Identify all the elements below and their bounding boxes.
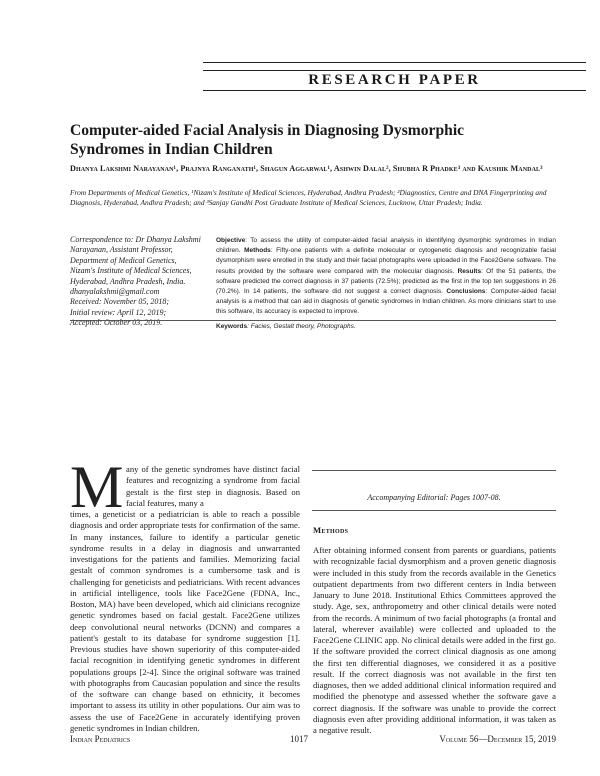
correspondence-email[interactable]: dhanyalakshmi@gmail.com: [70, 287, 160, 297]
page-number: 1017: [290, 734, 308, 744]
methods-heading: Methods: [313, 525, 349, 535]
journal-name: Indian Pediatrics: [70, 734, 131, 744]
intro-body: times, a geneticist or a pediatrician is able to reach a possible diagnosis and order appropriate tests for confirmation of the same. In many instances, failure to identify a particular genetic syndrome results in a delay in diagnosis and unwarranted investigations for the patients and families. Memorizing facial gestalt of common syndromes is a cumbersome task and is challenging for geneticists and pediatricians. With recent advances in artificial intelligence, tools like Face2Gene (FDNA, Inc., Boston, MA) have been developed, which aid clinicians recognize genetic syndromes based on facial gestalt. Face2Gene utilizes deep convolutional neural networks (DCNN) and compares a patient's gestalt to its database for syndrome suggestion [1]. Previous studies have shown superiority of this computer-aided facial recognition in identifying genetic syndromes in different populations groups [2-4]. Since the original software was trained with photographs from Caucasian population and since the results of the software can change based on ethnicity, it becomes important to assess its utility in other populations. Our aim was to assess the use of Face2Gene in accurately identifying proven genetic syndromes in Indian children.: [70, 509, 300, 733]
banner-double-rule: [203, 62, 586, 71]
methods-label: Methods: [244, 247, 271, 255]
conclusions-text: : Computer-aided facial analysis is a method that can aid in diagnosis of genetic syndromes in Indian children. As more clinicians start to use this software, its accuracy is expected to improve.: [216, 288, 556, 316]
methods-text: : Fifty-one patients with a definite molecular or cytogenetic diagnosis and recognizable facial dysmorphism were enrolled in the study and their facial photographs were uploaded in the Face2Gene software. The results provided by the software were compared with the molecular diagnosis.: [216, 247, 557, 275]
keywords: [216, 322, 556, 332]
objective-label: Objective: [216, 237, 246, 244]
section-label: RESEARCH PAPER: [308, 72, 481, 88]
abstract-body: [216, 236, 556, 318]
banner-base-rule: [203, 90, 586, 91]
intro-first-lines: any of the genetic syndromes have distinct facial features and recognizing a syndrome from facial gestalt is the first step in diagnosis. Based on facial features, many a: [126, 464, 300, 508]
methods-body: After obtaining informed consent from parents or guardians, patients with recognizable facial dysmorphism and a proven genetic diagnosis were included in this study from the records available in the Genetics outpatient departments from two different centers in India between January to June 2018. Institutional Ethics Committees approved the study. Age, sex, anthropometry and other clinical details were noted from the records. A minimum of two facial photographs (a frontal and lateral, wherever available) were collected and uploaded to the Face2Gene CLINIC app. No clinical details were added in the first go. If the software provided the correct clinical diagnosis as one among the first ten differential diagnoses, we considered it as a positive result. If the correct diagnosis was not available in the first ten diagnoses, then we added additional clinical information required and modified the phenotype and assessed whether the software gave a correct diagnosis. If the software was unable to provide the correct diagnosis even after providing additional information, it was taken as a negative result.: [313, 545, 556, 735]
objective-text: : To assess the utility of computer-aided facial analysis in identifying dysmorphic syndromes in Indian children.: [216, 237, 556, 255]
correspondence-block: [70, 235, 202, 329]
editorial-rule-bottom: [312, 510, 556, 511]
abstract: [216, 236, 556, 332]
results-text: : Of the 51 patients, the software predicted the correct diagnosis in 37 patients (72.5%); predicted as the first in the top ten suggestions in 26 (70.2%). In 14 patients, the software did not suggest a correct diagnosis.: [216, 267, 556, 296]
abstract-divider: [70, 320, 556, 321]
keywords-text: : Facies, Gestalt theory, Photographs.: [247, 322, 356, 330]
author-list: Dhanya Lakshmi Narayanan¹, Prajnya Ranganath¹, Shagun Aggarwal¹, Ashwin Dalal², Shubha R Phadke³ and Kaushik Mandal³: [70, 164, 543, 173]
received-date: Received: November 05, 2018;: [70, 297, 170, 307]
article-title: Computer-aided Facial Analysis in Diagnosing Dysmorphic Syndromes in Indian Children: [70, 122, 465, 158]
accompanying-editorial[interactable]: Accompanying Editorial: Pages 1007-08.: [367, 493, 501, 502]
editorial-rule-top: [312, 470, 556, 471]
review-date: Initial review: April 12, 2019;: [70, 307, 167, 317]
correspondence-address: Correspondence to: Dr Dhanya Lakshmi Narayanan, Assistant Professor, Department of Medical Genetics, Nizam's Institute of Medical Sciences, Hyderabad, Andhra Pradesh, India.: [70, 235, 201, 286]
results-label: Results: [457, 267, 482, 275]
volume-date: Volume 56—December 15, 2019: [439, 734, 556, 744]
author-affiliations: From Departments of Medical Genetics, ¹Nizam's Institute of Medical Sciences, Hyderabad, Andhra Pradesh; ²Diagnostics, Centre and DNA Fingerprinting and Diagnosis, Hyderabad, Andhra Pradesh; and ³Sanjay Gandhi Post Graduate Institute of Medical Sciences, Lucknow, Uttar Pradesh; India.: [70, 188, 547, 208]
drop-cap: M: [70, 454, 124, 520]
section-banner: [203, 62, 586, 92]
keywords-label: Keywords: [216, 322, 248, 330]
conclusions-label: Conclusions: [446, 288, 486, 296]
accepted-date: Accepted: October 03, 2019.: [70, 318, 163, 328]
